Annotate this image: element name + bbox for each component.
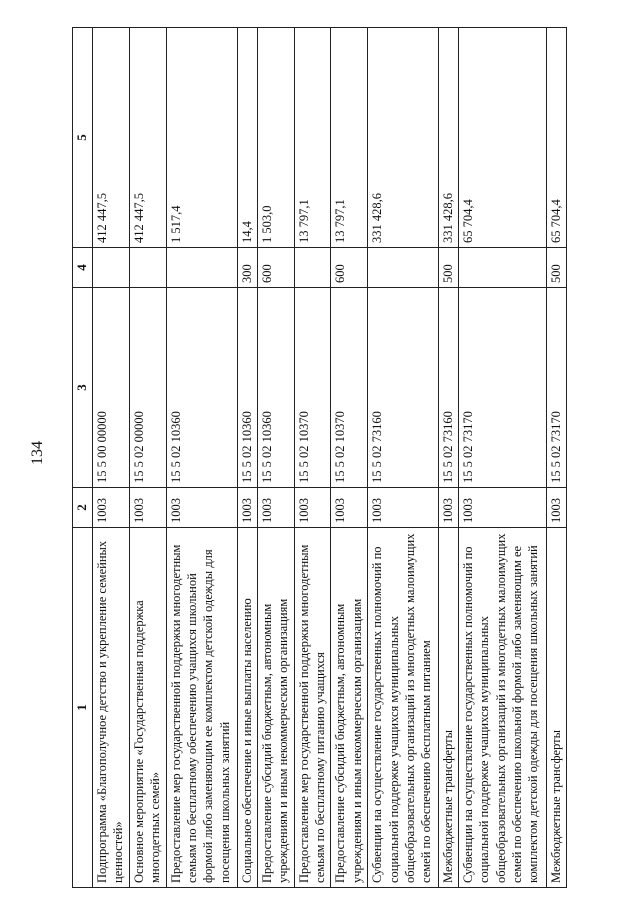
- table-row: [459, 28, 547, 888]
- row-section-code: 1003: [459, 488, 547, 528]
- row-type-code: [368, 248, 439, 288]
- row-type-code: 300: [237, 248, 257, 288]
- row-section-code: 1003: [129, 488, 166, 528]
- row-amount: 13 797,1: [294, 28, 331, 248]
- row-name: Подпрограмма «Благополучное детство и укрепление семейных ценностей»: [92, 528, 129, 888]
- row-section-code: 1003: [237, 488, 257, 528]
- row-name: Предоставление мер государственной поддержки многодетным семьям по бесплатному обеспечению учащихся школьной формой либо заменяющим ее комплектом детской одежды для посещения школьных занятий: [166, 528, 237, 888]
- table-row: [439, 28, 459, 888]
- table-row: [368, 28, 439, 888]
- row-name: Межбюджетные трансферты: [439, 528, 459, 888]
- row-amount: 412 447,5: [129, 28, 166, 248]
- row-section-code: 1003: [546, 488, 566, 528]
- table-header-row: [73, 28, 93, 888]
- row-name: Субвенции на осуществление государственных полномочий по социальной поддержке учащихся муниципальных общеобразовательных организаций из многодетных малоимущих семей по обеспечению школьной формой либо заменяющим ее комплектом детской одежды для посещения школьных занятий: [459, 528, 547, 888]
- row-section-code: 1003: [368, 488, 439, 528]
- row-target-code: 15 5 02 10360: [257, 288, 294, 488]
- row-amount: 1 517,4: [166, 28, 237, 248]
- row-section-code: 1003: [331, 488, 368, 528]
- row-amount: 1 503,0: [257, 28, 294, 248]
- row-target-code: 15 5 02 10370: [294, 288, 331, 488]
- table-row: [331, 28, 368, 888]
- row-target-code: 15 5 00 00000: [92, 288, 129, 488]
- table-row: [92, 28, 129, 888]
- budget-table: [72, 27, 567, 888]
- row-section-code: 1003: [439, 488, 459, 528]
- row-type-code: [294, 248, 331, 288]
- row-type-code: [459, 248, 547, 288]
- page-number: 134: [29, 441, 46, 465]
- table-row: [166, 28, 237, 888]
- header-col-name: 1: [73, 528, 93, 888]
- row-name: Субвенции на осуществление государственных полномочий по социальной поддержке учащихся муниципальных общеобразовательных организаций из многодетных малоимущих семей по обеспечению бесплатным питанием: [368, 528, 439, 888]
- header-col-amount: 5: [73, 28, 93, 248]
- row-target-code: 15 5 02 10360: [237, 288, 257, 488]
- table-row: [237, 28, 257, 888]
- table-row: [546, 28, 566, 888]
- row-name: Основное мероприятие «Государственная поддержка многодетных семей»: [129, 528, 166, 888]
- row-name: Межбюджетные трансферты: [546, 528, 566, 888]
- row-type-code: 500: [439, 248, 459, 288]
- rotated-table-container: [72, 28, 567, 888]
- row-amount: 14,4: [237, 28, 257, 248]
- row-amount: 13 797,1: [331, 28, 368, 248]
- row-target-code: 15 5 02 10370: [331, 288, 368, 488]
- row-name: Предоставление мер государственной поддержки многодетным семьям по бесплатному питанию учащихся: [294, 528, 331, 888]
- row-target-code: 15 5 02 73160: [439, 288, 459, 488]
- row-type-code: [92, 248, 129, 288]
- row-amount: 65 704,4: [459, 28, 547, 248]
- row-section-code: 1003: [92, 488, 129, 528]
- row-amount: 331 428,6: [439, 28, 459, 248]
- header-col-target: 3: [73, 288, 93, 488]
- row-name: Предоставление субсидий бюджетным, автономным учреждениям и иным некоммерческим организациям: [331, 528, 368, 888]
- row-target-code: 15 5 02 73170: [546, 288, 566, 488]
- row-amount: 331 428,6: [368, 28, 439, 248]
- row-target-code: 15 5 02 73170: [459, 288, 547, 488]
- row-amount: 412 447,5: [92, 28, 129, 248]
- table-row: [129, 28, 166, 888]
- row-section-code: 1003: [166, 488, 237, 528]
- row-type-code: [129, 248, 166, 288]
- row-name: Предоставление субсидий бюджетным, автономным учреждениям и иным некоммерческим организациям: [257, 528, 294, 888]
- row-section-code: 1003: [257, 488, 294, 528]
- row-target-code: 15 5 02 73160: [368, 288, 439, 488]
- table-row: [257, 28, 294, 888]
- row-amount: 65 704,4: [546, 28, 566, 248]
- table-row: [294, 28, 331, 888]
- row-type-code: 500: [546, 248, 566, 288]
- header-col-type: 4: [73, 248, 93, 288]
- row-name: Социальное обеспечение и иные выплаты населению: [237, 528, 257, 888]
- row-section-code: 1003: [294, 488, 331, 528]
- row-type-code: 600: [257, 248, 294, 288]
- row-type-code: 600: [331, 248, 368, 288]
- row-target-code: 15 5 02 10360: [166, 288, 237, 488]
- row-type-code: [166, 248, 237, 288]
- header-col-section: 2: [73, 488, 93, 528]
- row-target-code: 15 5 02 00000: [129, 288, 166, 488]
